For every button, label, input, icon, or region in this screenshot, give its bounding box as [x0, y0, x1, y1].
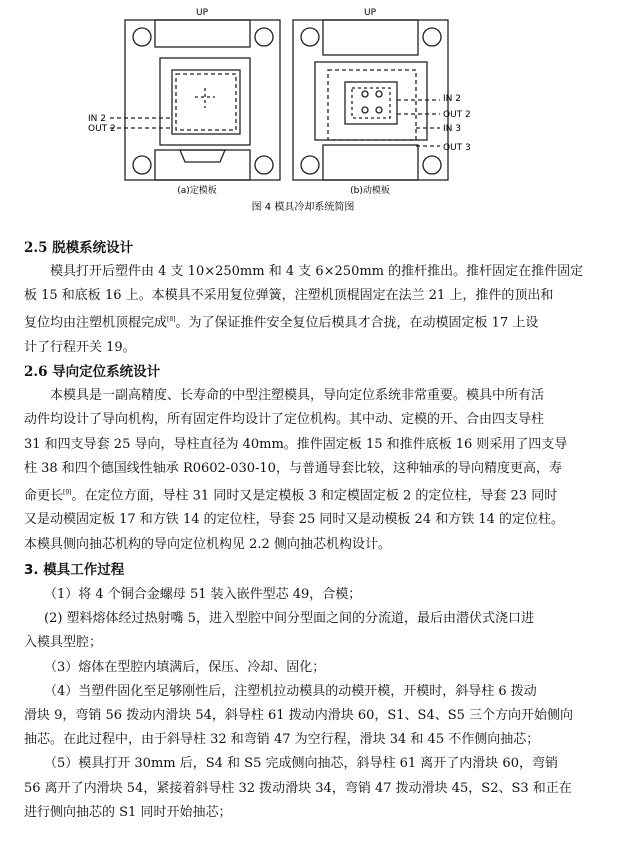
left-label-in2: IN 2: [88, 114, 106, 124]
article-body: [24, 236, 594, 825]
paragraph-line: 柱 38 和四个德国线性轴承 R0602-030-10，与普通导套比较，这种轴承的导向精度更高，寿: [24, 460, 562, 476]
left-subcaption: (a)定模板: [177, 186, 217, 196]
left-label-out2: OUT 2: [88, 124, 116, 134]
process-step: (2) 塑料熔体经过热射嘴 5，进入型腔中间分型面之间的分流道，最后由潜伏式浇口进: [44, 611, 534, 627]
process-step: 入模具型腔；: [24, 635, 103, 651]
paragraph-line: 复位均由注塑机顶棍完成[8]。为了保证推件安全复位后模具才合拢，在动模固定板 17 上设: [24, 315, 539, 331]
right-label-in3: IN 3: [443, 124, 461, 134]
right-label-out3: OUT 3: [443, 143, 471, 153]
figure-caption: 图 4 模具冷却系统简图: [251, 202, 355, 213]
paragraph-line: 命更长[9]。在定位方面，导柱 31 同时又是定模板 3 和定模固定板 2 的定位柱，导套 23 同时: [24, 488, 558, 504]
right-label-in2: IN 2: [443, 94, 461, 104]
paragraph-line: 动件均设计了导向机构，所有固定件均设计了定位机构。其中动、定模的开、合由四支导柱: [24, 412, 545, 428]
paragraph-line: 本模具是一副高精度、长寿命的中型注塑模具，导向定位系统非常重要。模具中所有活: [50, 388, 545, 404]
process-step: 滑块 9，弯销 56 拨动内滑块 54，斜导柱 61 拨动内滑块 60，S1、S4、S5 三个方向开始侧向: [24, 707, 574, 723]
paragraph-line: 计了行程开关 19。: [24, 339, 136, 355]
paragraph-line: 模具打开后塑件由 4 支 10×250mm 和 4 支 6×250mm 的推杆推出。推杆固定在推件固定: [50, 264, 584, 279]
right-label-out2: OUT 2: [443, 110, 471, 120]
paragraph-line: 本模具侧向抽芯机构的导向定位机构见 2.2 侧向抽芯机构设计。: [24, 536, 391, 552]
process-step: （5）模具打开 30mm 后，S4 和 S5 完成侧向抽芯，斜导柱 61 离开了内滑块 60，弯销: [44, 756, 558, 772]
up-label-right: UP: [363, 8, 377, 18]
paragraph-line: 31 和四支导套 25 导向，导柱直径为 40mm。推件固定板 15 和推件底板 16 则采用了四支导: [24, 436, 568, 452]
cooling-system-figure: [0, 0, 618, 225]
process-step: （4）当塑件固化至足够刚性后，注塑机拉动模具的动模开模，开模时，斜导柱 6 拨动: [44, 683, 537, 699]
section-title-2-5: 2.5 脱模系统设计: [24, 240, 134, 256]
citation-ref: [9]: [63, 488, 72, 496]
paragraph-line: 板 15 和底板 16 上。本模具不采用复位弹簧，注塑机顶棍固定在法兰 21 上，推件的顶出和: [24, 288, 554, 304]
right-subcaption: (b)动模板: [350, 186, 390, 196]
process-step: 56 离开了内滑块 54，紧接着斜导柱 32 拨动滑块 34，弯销 47 拨动滑块 45，S2、S3 和正在: [24, 780, 572, 796]
paragraph-line: 又是动模固定板 17 和方铁 14 的定位柱，导套 25 同时又是动模板 24 和方铁 14 的定位柱。: [24, 512, 565, 528]
section-title-2-6: 2.6 导向定位系统设计: [24, 364, 161, 381]
up-label-left: UP: [195, 8, 209, 18]
process-step: （1）将 4 个铜合金螺母 51 装入嵌件型芯 49，合模；: [44, 586, 362, 602]
section-title-3: 3. 模具工作过程: [24, 561, 125, 578]
process-step: 抽芯。在此过程中，由于斜导柱 32 和弯销 47 为空行程，滑块 34 和 45 不作侧向抽芯；: [24, 732, 540, 748]
mold-diagram: [0, 0, 618, 225]
process-step: 进行侧向抽芯的 S1 同时开始抽芯；: [24, 804, 232, 820]
citation-ref: [8]: [167, 316, 176, 324]
process-step: （3）熔体在型腔内填满后，保压、冷却、固化；: [44, 659, 326, 675]
